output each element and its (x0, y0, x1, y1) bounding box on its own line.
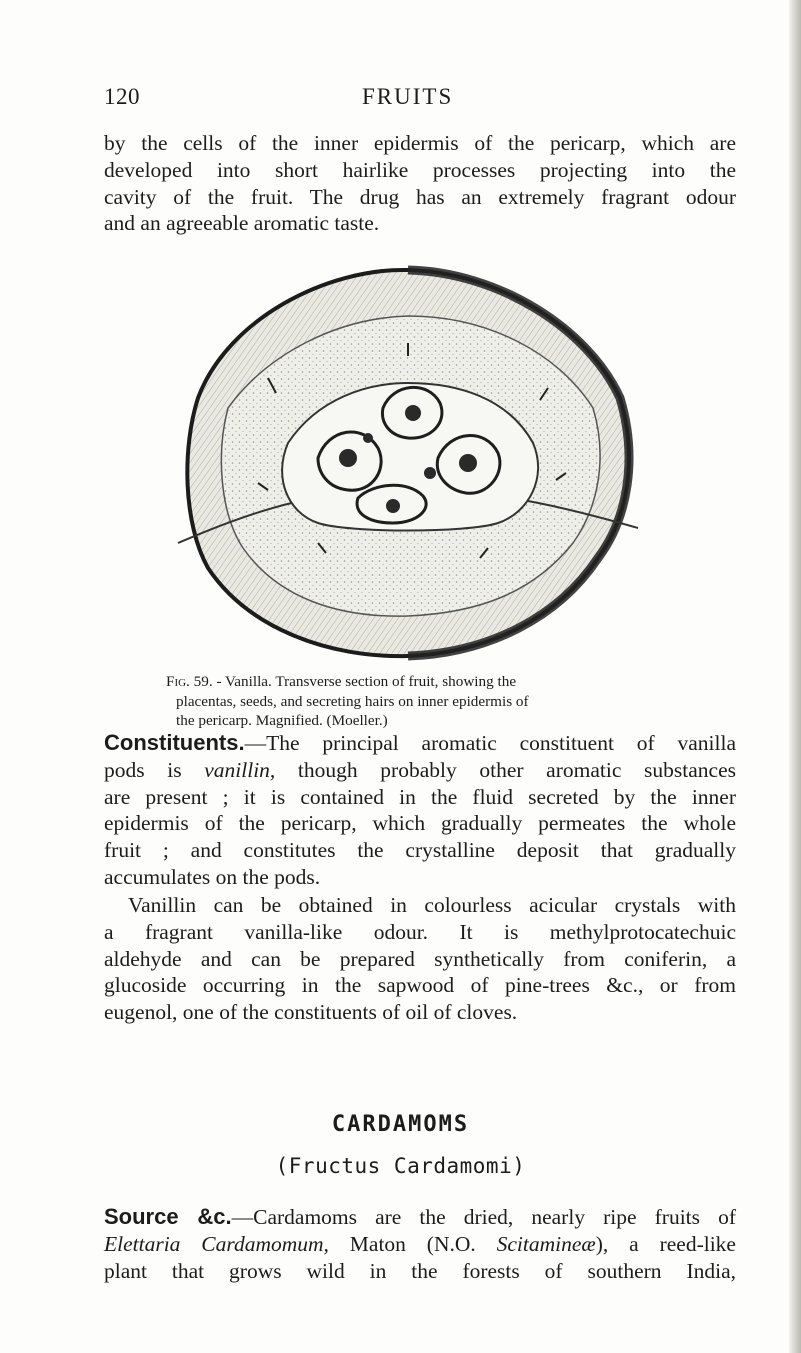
text-line: glucoside occurring in the sapwood of pine-trees &c., or from (104, 973, 736, 998)
caption-line (166, 672, 654, 692)
text-line: fruit ; and constitutes the crystalline deposit that gradually (104, 838, 736, 863)
text-run: Maton (N.O. (328, 1231, 497, 1256)
section-title: CARDAMOMS (331, 1112, 470, 1137)
page-edge-shadow (789, 0, 801, 1353)
text-line: accumulates on the pods. (104, 864, 321, 889)
text-line (104, 757, 736, 784)
text-run: pods is (104, 757, 205, 782)
running-title: FRUITS (362, 84, 454, 109)
text-line: aldehyde and can be prepared synthetically from coniferin, a (104, 946, 736, 971)
constituents-paragraph (104, 730, 736, 891)
text-line: and an agreeable aromatic taste. (104, 211, 380, 236)
text-line: developed into short hairlike processes projecting into the (104, 157, 736, 182)
text-line: epidermis of the pericarp, which gradually permeates the whole (104, 811, 736, 836)
caption-line: the pericarp. Magnified. (Moeller.) (176, 712, 388, 730)
species-name: Elettaria Cardamomum, (104, 1231, 329, 1256)
text-line: plant that grows wild in the forests of southern India, (104, 1258, 736, 1283)
order-name: Scitamineæ (496, 1231, 596, 1256)
text-line: a fragrant vanilla-like odour. It is methylprotocatechuic (104, 919, 736, 944)
caption-line: placentas, seeds, and secreting hairs on inner epidermis of (176, 692, 529, 710)
figure-caption (166, 672, 654, 731)
text-line (104, 730, 736, 757)
caption-label: Fig. 59. (166, 673, 213, 690)
vanillin-paragraph (104, 892, 736, 1026)
caption-text: - Vanilla. Transverse section of fruit, showing the (212, 673, 517, 690)
constituents-heading: Constituents. (104, 730, 245, 755)
text-run: though probably other aromatic substances (275, 757, 736, 782)
intro-paragraph (104, 130, 736, 237)
text-line: eugenol, one of the constituents of oil of cloves. (104, 1000, 518, 1025)
text-line: by the cells of the inner epidermis of the pericarp, which are (104, 131, 736, 155)
running-head (104, 84, 741, 114)
text-run: —The principal aromatic constituent of vanilla (244, 731, 736, 755)
text-run: ), a reed-like (595, 1231, 736, 1256)
section-subtitle: (Fructus Cardamomi) (275, 1154, 526, 1178)
text-line: are present ; it is contained in the fluid secreted by the inner (104, 784, 736, 809)
source-heading: Source &c. (104, 1204, 232, 1229)
page-number: 120 (104, 84, 140, 109)
text-line (104, 1204, 736, 1231)
text-run: —Cardamoms are the dried, nearly ripe fruits of (231, 1205, 736, 1229)
source-paragraph (104, 1204, 736, 1284)
text-line: cavity of the fruit. The drug has an extremely fragrant odour (104, 184, 736, 209)
text-line: Vanillin can be obtained in colourless acicular crystals with (128, 893, 736, 917)
vanilla-cross-section-figure (168, 258, 646, 668)
vanillin-term: vanillin, (204, 757, 276, 782)
text-line (104, 1231, 736, 1258)
